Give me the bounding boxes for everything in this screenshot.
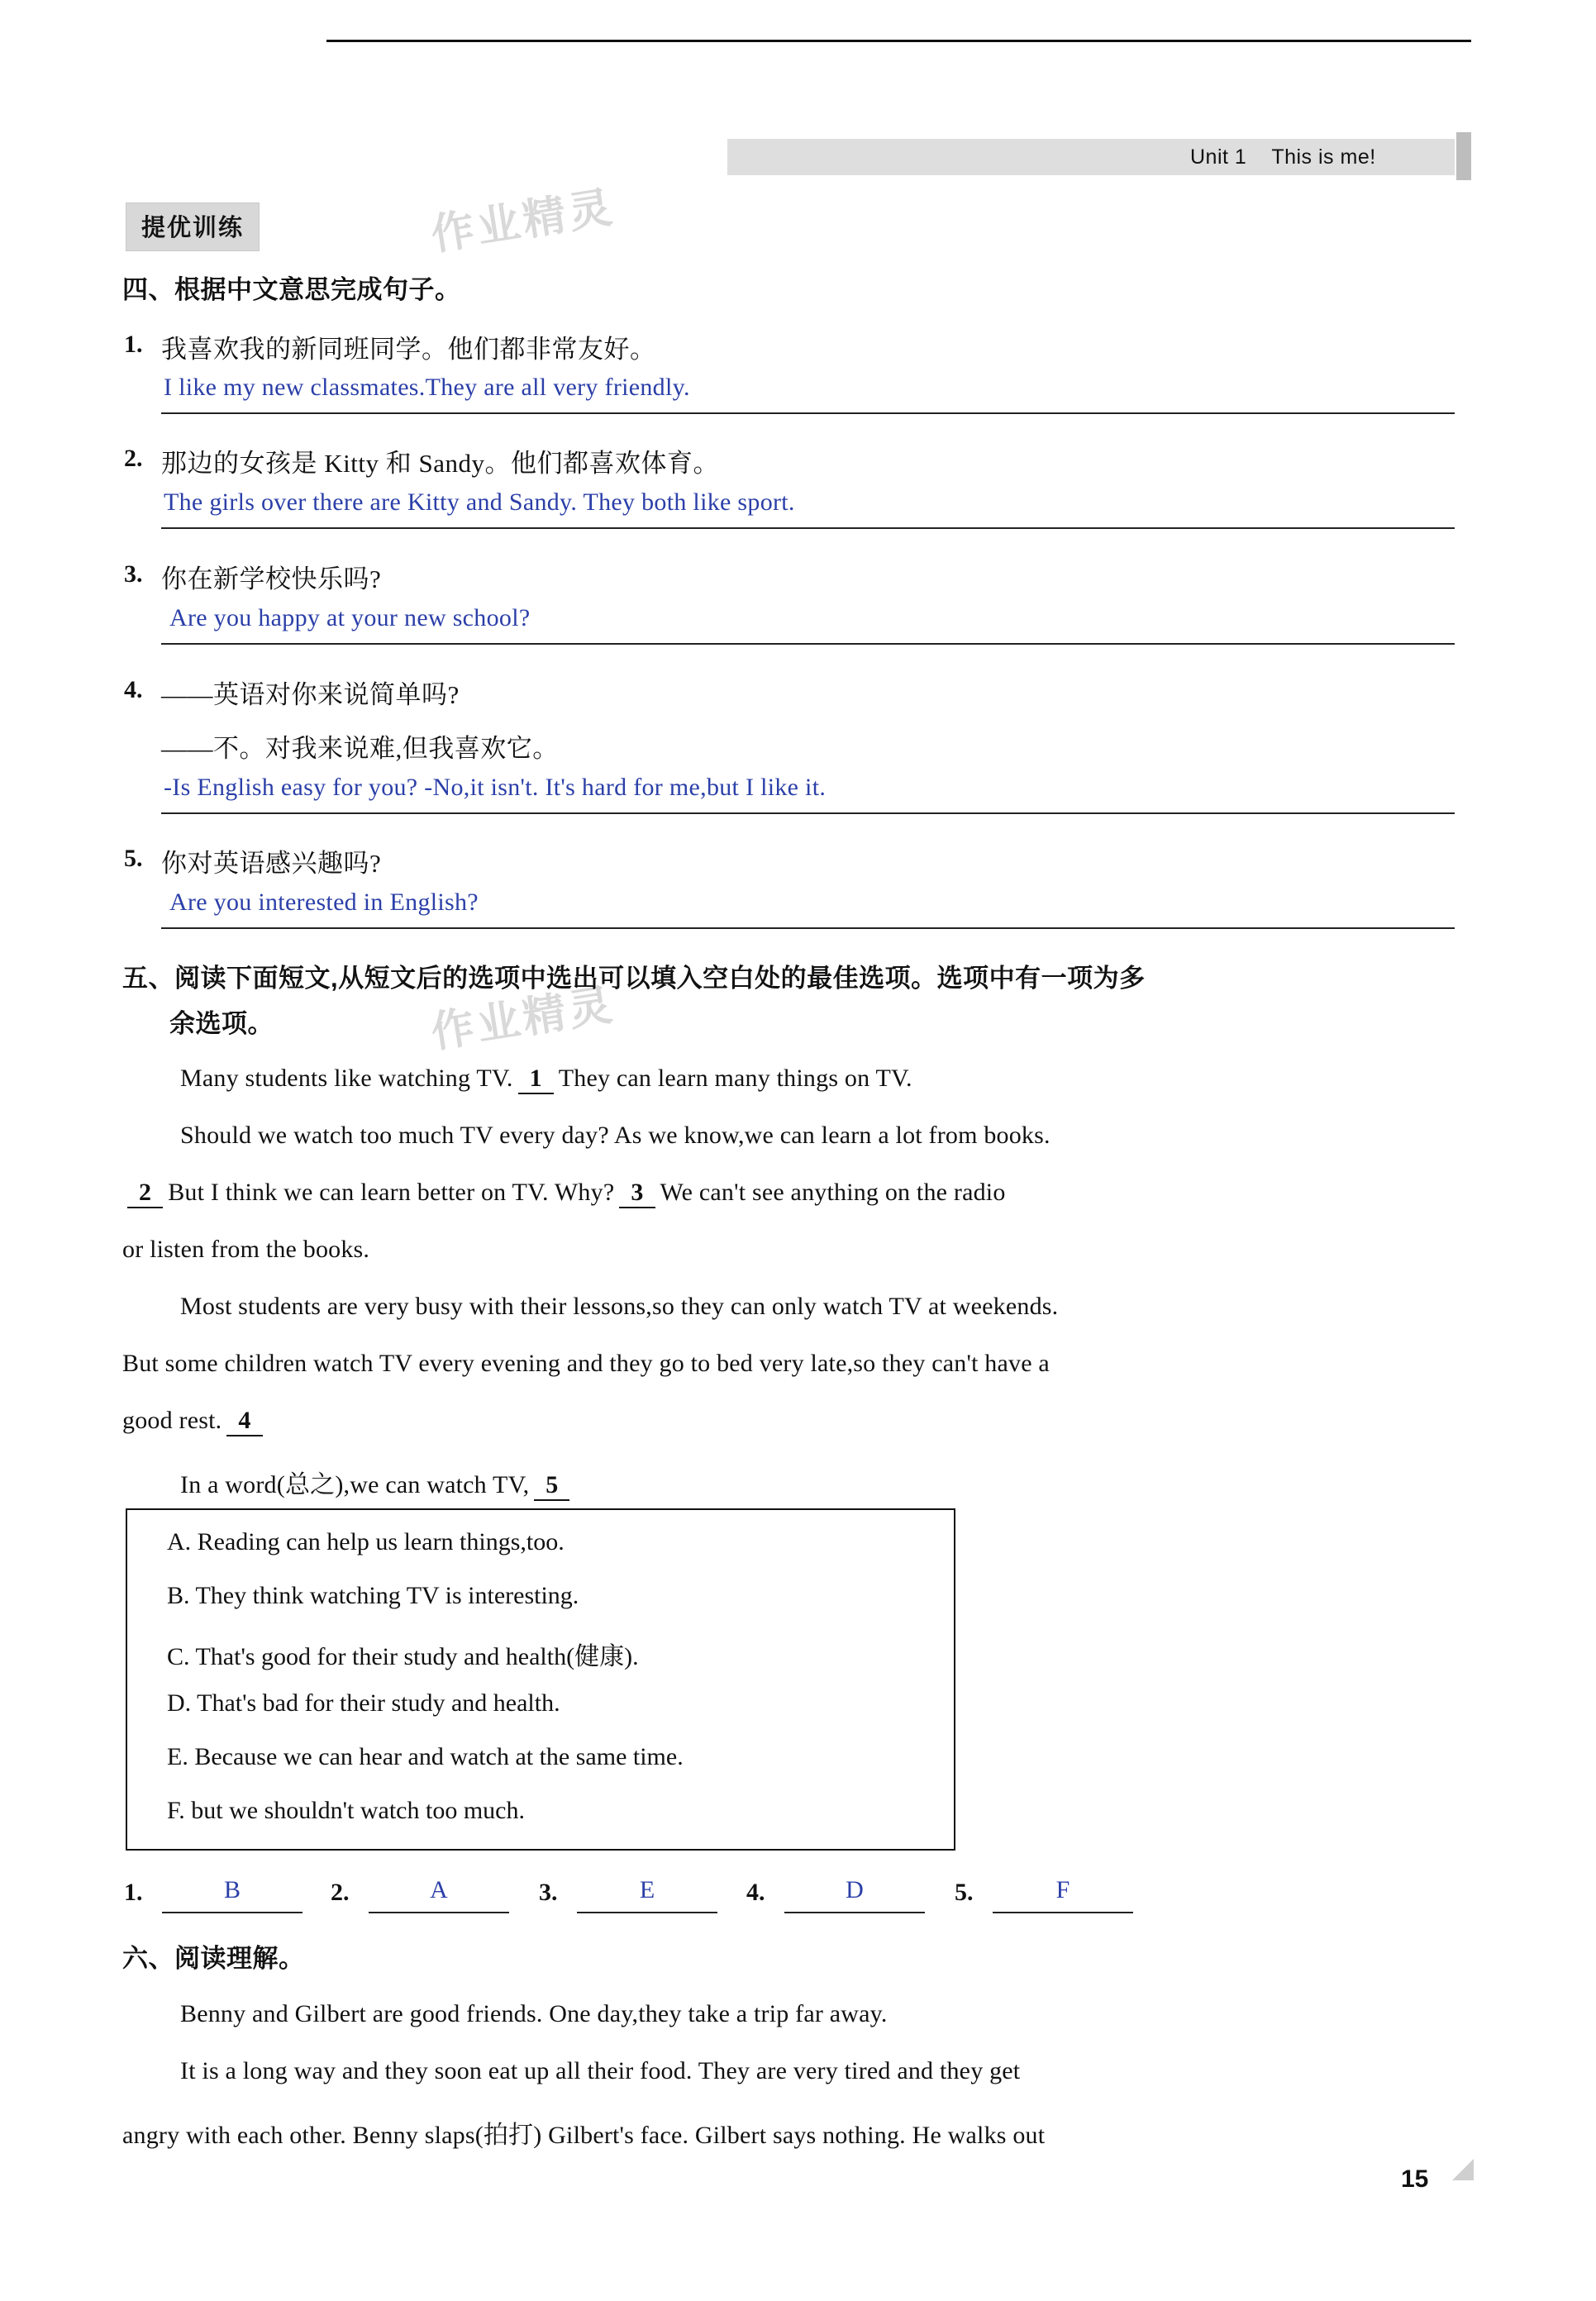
- answer-value: E: [639, 1876, 655, 1903]
- section5-heading-line2: 余选项。: [169, 1009, 274, 1038]
- item-chinese: 你在新学校快乐吗?: [161, 565, 382, 593]
- watermark: 作业精灵: [427, 183, 619, 260]
- answer-rule: [369, 1912, 509, 1913]
- answer-rule: [577, 1912, 717, 1913]
- section5-heading-line1: 五、阅读下面短文,从短文后的选项中选出可以填入空白处的最佳选项。选项中有一项为多: [122, 964, 1146, 993]
- options-box: [126, 1508, 955, 1851]
- item-number: 2.: [124, 445, 143, 472]
- item-answer: I like my new classmates.They are all very friendly.: [164, 374, 690, 401]
- answer-value: B: [223, 1876, 241, 1903]
- answer-rule: [161, 812, 1455, 814]
- item-number: 3.: [124, 560, 143, 588]
- passage-line: But some children watch TV every evening and they go to bed very late,so they can't have a: [122, 1350, 1050, 1377]
- header-rule: [326, 40, 1471, 42]
- answer-value: F: [1055, 1876, 1070, 1903]
- answer-rule: [161, 412, 1455, 414]
- section6-heading: 六、阅读理解。: [122, 1944, 305, 1973]
- passage-text: In a word(总之),we can watch TV,: [180, 1471, 530, 1498]
- section6-line: Benny and Gilbert are good friends. One day,they take a trip far away.: [180, 2000, 888, 2027]
- page-corner: [1452, 2159, 1474, 2180]
- item-number: 5.: [124, 845, 143, 872]
- passage-line: [180, 1464, 574, 1501]
- answer-rule: [993, 1912, 1133, 1913]
- answer-value: D: [846, 1876, 864, 1903]
- passage-line: [180, 1065, 912, 1094]
- passage-line: [122, 1179, 1006, 1208]
- item-answer: Are you happy at your new school?: [169, 604, 531, 631]
- passage-blank-4: 4: [226, 1407, 262, 1436]
- option-f: F. but we shouldn't watch too much.: [167, 1797, 525, 1824]
- answer-number: 3.: [539, 1879, 558, 1906]
- answer-number: 4.: [746, 1879, 765, 1906]
- answer-number: 1.: [124, 1879, 143, 1906]
- page-number: 15: [1401, 2165, 1429, 2193]
- header-tab-marker: [1456, 132, 1471, 180]
- answer-rule: [162, 1912, 303, 1913]
- option-e: E. Because we can hear and watch at the same time.: [167, 1743, 684, 1770]
- item-number: 1.: [124, 331, 143, 358]
- item-chinese: 那边的女孩是 Kitty 和 Sandy。他们都喜欢体育。: [161, 449, 719, 478]
- passage-text: good rest.: [122, 1407, 222, 1434]
- option-b: B. They think watching TV is interesting.: [167, 1582, 579, 1609]
- passage-blank-2: 2: [127, 1179, 163, 1208]
- section4-heading: 四、根据中文意思完成句子。: [122, 275, 461, 304]
- item-chinese: 你对英语感兴趣吗?: [161, 849, 382, 878]
- passage-line: [122, 1407, 268, 1436]
- watermark: 作业精灵: [427, 980, 619, 1058]
- item-chinese: 我喜欢我的新同班同学。他们都非常友好。: [161, 335, 656, 364]
- passage-text: We can't see anything on the radio: [660, 1179, 1006, 1206]
- item-answer: Are you interested in English?: [169, 888, 479, 916]
- answer-number: 5.: [955, 1879, 974, 1906]
- header-unit-title: This is me!: [1271, 145, 1376, 169]
- passage-text: They can learn many things on TV.: [558, 1065, 912, 1092]
- answer-rule: [161, 643, 1455, 645]
- section6-line: It is a long way and they soon eat up all their food. They are very tired and they get: [180, 2057, 1021, 2084]
- answer-number: 2.: [331, 1879, 350, 1906]
- section-badge: 提优训练: [126, 202, 260, 251]
- header-title: [1190, 145, 1376, 169]
- passage-blank-1: 1: [518, 1065, 554, 1094]
- passage-line: Should we watch too much TV every day? As we know,we can learn a lot from books.: [180, 1122, 1051, 1149]
- section6-line: angry with each other. Benny slaps(拍打) Gilbert's face. Gilbert says nothing. He walks out: [122, 2122, 1046, 2149]
- item-answer: The girls over there are Kitty and Sandy. They both like sport.: [164, 488, 795, 516]
- page-header: [727, 139, 1455, 188]
- item-chinese-second: ——不。对我来说难,但我喜欢它。: [161, 734, 559, 763]
- answer-rule: [161, 527, 1455, 529]
- answer-value: A: [430, 1876, 448, 1903]
- option-c: C. That's good for their study and health(健康).: [167, 1643, 639, 1670]
- item-answer: -Is English easy for you? -No,it isn't. It's hard for me,but I like it.: [164, 774, 827, 801]
- item-number: 4.: [124, 676, 143, 703]
- passage-blank-3: 3: [619, 1179, 655, 1208]
- passage-line: or listen from the books.: [122, 1236, 370, 1263]
- passage-text: Many students like watching TV.: [180, 1065, 513, 1092]
- header-unit: Unit 1: [1190, 145, 1247, 169]
- passage-blank-5: 5: [534, 1471, 569, 1501]
- option-a: A. Reading can help us learn things,too.: [167, 1528, 565, 1555]
- option-d: D. That's bad for their study and health.: [167, 1689, 560, 1717]
- item-chinese: ——英语对你来说简单吗?: [161, 680, 460, 709]
- answer-rule: [784, 1912, 925, 1913]
- answer-rule: [161, 927, 1455, 929]
- passage-line: Most students are very busy with their lessons,so they can only watch TV at weekends.: [180, 1293, 1059, 1320]
- passage-text: But I think we can learn better on TV. Why?: [168, 1179, 615, 1206]
